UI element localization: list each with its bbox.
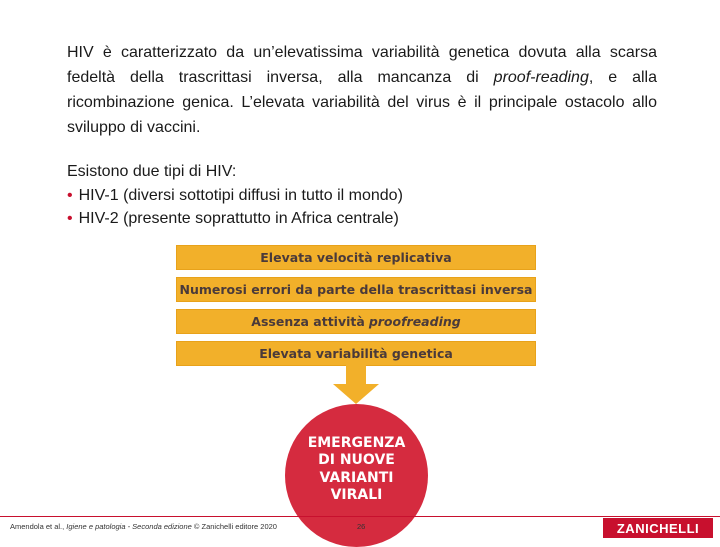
list-item <box>67 184 657 208</box>
footer-credit <box>10 522 277 531</box>
result-text: EMERGENZA DI NUOVE VARIANTI VIRALI <box>307 434 406 503</box>
type-hiv1: HIV-1 (diversi sottotipi diffusi in tutto il mondo) <box>78 186 403 204</box>
paragraph-italic: proof-reading <box>493 69 589 86</box>
flow-bar-label: Assenza attività <box>251 314 365 329</box>
bullet-icon: • <box>67 186 73 204</box>
arrow-down-icon <box>333 384 379 404</box>
list-item <box>67 207 657 231</box>
zanichelli-logo: ZANICHELLI <box>603 518 713 538</box>
type-hiv2: HIV-2 (presente soprattutto in Africa centrale) <box>78 210 399 227</box>
flow-bar-label: Elevata velocità replicativa <box>260 250 452 265</box>
paragraph-part1: HIV è caratterizzato da un’elevatissima variabilità genetica dovuta alla scarsa fedeltà della trascrittasi inversa, alla mancanza di <box>67 44 657 86</box>
paragraph-part2: , e alla ricombinazione genica. L’elevata variabilità del virus è il principale ostacolo allo sviluppo di vaccini. <box>67 69 658 136</box>
flow-bar-italic: proofreading <box>368 314 461 329</box>
footer-book-title: Igiene e patologia - Seconda edizione <box>66 522 192 531</box>
footer-authors: Amendola et al., <box>10 522 67 531</box>
types-intro: Esistono due tipi di HIV: <box>67 163 237 180</box>
flow-bar-label: Numerosi errori da parte della trascrittasi inversa <box>179 282 533 297</box>
flow-bar-errors <box>176 277 536 302</box>
flow-bar-variability <box>176 341 536 366</box>
hiv-types-list <box>67 160 657 231</box>
flow-bar-proofreading <box>176 309 536 334</box>
footer-divider <box>0 516 720 517</box>
intro-paragraph <box>67 40 657 140</box>
flow-bar-label: Elevata variabilità genetica <box>259 346 453 361</box>
footer-publisher: © Zanichelli editore 2020 <box>191 522 277 531</box>
page-number: 26 <box>357 522 366 531</box>
flow-bar-replication <box>176 245 536 270</box>
bullet-icon: • <box>67 210 73 227</box>
